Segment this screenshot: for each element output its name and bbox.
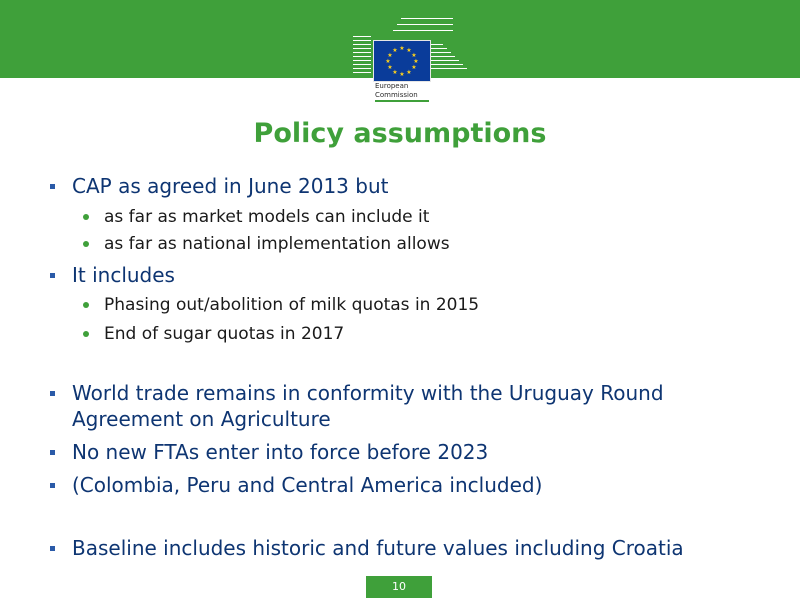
svg-text:★: ★: [406, 47, 412, 54]
square-bullet-icon: [50, 450, 55, 455]
bullet-new-ftas: [72, 440, 488, 465]
round-bullet-icon: [83, 331, 89, 337]
subbullet-milk-quotas: [104, 295, 479, 315]
page-number: 10: [366, 576, 432, 598]
bullet-colombia-peru: [72, 473, 542, 498]
bullet-world-trade: [72, 381, 664, 406]
square-bullet-icon: [50, 546, 55, 551]
bullet-world-trade-continued: [72, 407, 331, 432]
bullet-baseline-croatia: [72, 536, 684, 561]
svg-text:★: ★: [411, 52, 417, 59]
subbullet-market-models: [104, 207, 429, 227]
svg-text:★: ★: [399, 71, 405, 78]
bullet-text: Agreement on Agriculture: [72, 407, 331, 431]
subbullet-national-implementation: [104, 234, 450, 254]
svg-text:★: ★: [385, 58, 391, 65]
bullet-text: World trade remains in conformity with the Uruguay Round: [72, 381, 664, 405]
logo-text-line2: Commission: [375, 91, 418, 99]
round-bullet-icon: [83, 302, 89, 308]
svg-text:★: ★: [387, 52, 393, 59]
svg-text:★: ★: [406, 69, 412, 76]
bullet-text: It includes: [72, 263, 175, 287]
svg-text:★: ★: [411, 64, 417, 71]
bullet-text: (Colombia, Peru and Central America included): [72, 473, 543, 497]
svg-text:★: ★: [413, 58, 419, 65]
bullet-text: as far as national implementation allows: [104, 234, 450, 254]
logo-text-line1: European: [375, 82, 409, 90]
svg-text:★: ★: [392, 69, 398, 76]
round-bullet-icon: [83, 241, 89, 247]
bullet-text: No new FTAs enter into force before 2023: [72, 440, 489, 464]
square-bullet-icon: [50, 391, 55, 396]
bullet-text: Baseline includes historic and future values including Croatia: [72, 536, 684, 560]
svg-text:★: ★: [399, 45, 405, 52]
square-bullet-icon: [50, 483, 55, 488]
bullet-cap: [72, 174, 388, 199]
bullet-text: Phasing out/abolition of milk quotas in 2015: [104, 295, 480, 315]
square-bullet-icon: [50, 184, 55, 189]
svg-text:★: ★: [387, 64, 393, 71]
bullet-text: End of sugar quotas in 2017: [104, 324, 345, 344]
bullet-it-includes: [72, 263, 175, 288]
bullet-text: CAP as agreed in June 2013 but: [72, 174, 389, 198]
square-bullet-icon: [50, 273, 55, 278]
bullet-text: as far as market models can include it: [104, 207, 430, 227]
round-bullet-icon: [83, 214, 89, 220]
subbullet-sugar-quotas: [104, 324, 344, 344]
slide-title: Policy assumptions: [253, 118, 547, 149]
svg-text:★: ★: [392, 47, 398, 54]
